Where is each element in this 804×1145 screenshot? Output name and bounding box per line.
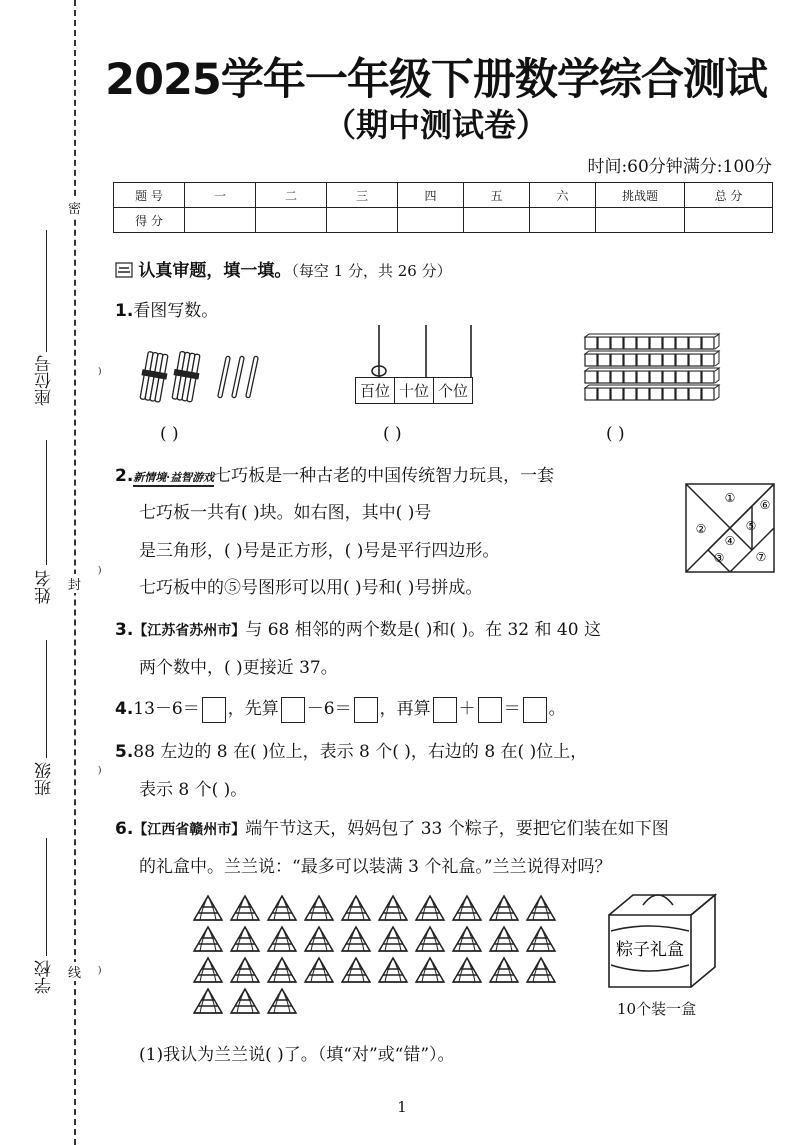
unit-cube xyxy=(598,337,610,349)
tens-blocks-image xyxy=(583,333,723,405)
unit-cube xyxy=(598,354,610,366)
unit-cube xyxy=(702,388,714,400)
seat-field[interactable] xyxy=(46,230,47,352)
score-cell[interactable] xyxy=(596,208,685,233)
place-hundreds: 百位 xyxy=(356,378,395,403)
q2-tag: 新情境·益智游戏 xyxy=(133,469,214,487)
seat-label: 座位号 xyxy=(35,355,55,406)
score-col-challenge: 挑战题 xyxy=(596,183,685,208)
name-label: 姓名 xyxy=(35,570,55,604)
unit-cube xyxy=(585,371,597,383)
unit-cube xyxy=(611,337,623,349)
score-cell[interactable] xyxy=(464,208,530,233)
q5-line1: 5.88 左边的 8 在( )位上，表示 8 个( )，右边的 8 在( )位上， xyxy=(115,742,588,762)
unit-cube xyxy=(624,388,636,400)
tangram-piece-6: ⑥ xyxy=(759,498,771,512)
q4-box-3[interactable] xyxy=(354,697,378,723)
place-ones: 个位 xyxy=(438,382,469,400)
page-subtitle: （期中测试卷） xyxy=(323,106,548,144)
name-field[interactable] xyxy=(46,440,47,565)
unit-cube xyxy=(585,388,597,400)
zongzi-icon xyxy=(416,958,444,982)
score-row-label: 得 分 xyxy=(114,208,185,233)
unit-cube xyxy=(624,354,636,366)
unit-cube xyxy=(676,388,688,400)
unit-cube xyxy=(663,354,675,366)
unit-cube xyxy=(650,354,662,366)
zongzi-icon xyxy=(231,989,259,1013)
score-col-5: 五 xyxy=(464,183,530,208)
zongzi-icon xyxy=(194,958,222,982)
q6-line1: 6.【江西省赣州市】端午节这天，妈妈包了 33 个粽子，要把它们装在如下图 xyxy=(115,819,669,839)
zongzi-icon xyxy=(194,896,222,920)
q1-answer-3[interactable]: ( ) xyxy=(606,424,625,444)
zongzi-icon xyxy=(342,927,370,951)
unit-cube xyxy=(585,337,597,349)
q4-box-6[interactable] xyxy=(523,697,547,723)
zongzi-icon xyxy=(194,989,222,1013)
tangram-piece-2: ② xyxy=(695,522,707,536)
unit-cube xyxy=(624,337,636,349)
zongzi-icon xyxy=(231,958,259,982)
tangram-piece-5: ⑤ xyxy=(745,519,757,533)
zongzi-icon xyxy=(194,927,222,951)
zongzi-icon xyxy=(416,927,444,951)
zongzi-icon xyxy=(453,958,481,982)
zongzi-icon xyxy=(231,896,259,920)
score-col-label: 题 号 xyxy=(114,183,185,208)
zongzi-icon xyxy=(490,958,518,982)
q4-box-1[interactable] xyxy=(202,697,226,723)
unit-cube xyxy=(689,337,701,349)
unit-cube xyxy=(611,354,623,366)
school-field[interactable] xyxy=(46,838,47,956)
q1-answer-1[interactable]: ( ) xyxy=(160,424,179,444)
score-col-1: 一 xyxy=(185,183,256,208)
q4-box-2[interactable] xyxy=(281,697,305,723)
score-header-row xyxy=(114,183,773,208)
unit-cube xyxy=(637,354,649,366)
q2-line2: 七巧板一共有( )块。如右图，其中( )号 xyxy=(139,503,432,523)
school-label: 学校 xyxy=(35,960,55,994)
unit-cube xyxy=(702,371,714,383)
q3-line1: 3.【江苏省苏州市】与 68 相邻的两个数是( )和( )。在 32 和 40 这 xyxy=(115,620,601,640)
unit-cube xyxy=(624,371,636,383)
zongzi-group-image xyxy=(190,890,570,1020)
zongzi-icon xyxy=(379,927,407,951)
tangram-piece-7: ⑦ xyxy=(755,550,767,564)
tangram-piece-1: ① xyxy=(724,491,736,505)
unit-cube xyxy=(611,388,623,400)
unit-cube xyxy=(676,371,688,383)
zongzi-icon xyxy=(453,896,481,920)
unit-cube xyxy=(637,388,649,400)
score-cell[interactable] xyxy=(327,208,398,233)
unit-cube xyxy=(598,388,610,400)
score-col-4: 四 xyxy=(398,183,464,208)
q6-tag: 【江西省赣州市】 xyxy=(133,822,246,838)
gift-box-caption: 10个装一盒 xyxy=(617,1000,697,1018)
score-col-2: 二 xyxy=(256,183,327,208)
zongzi-icon xyxy=(490,896,518,920)
q2-line4: 七巧板中的⑤号图形可以用( )号和( )号拼成。 xyxy=(139,578,483,598)
seal-xian: 线 xyxy=(68,962,81,981)
q5-line2: 表示 8 个( )。 xyxy=(139,780,248,800)
bundled-sticks-image xyxy=(130,350,270,405)
unit-cube xyxy=(676,354,688,366)
zongzi-icon xyxy=(342,896,370,920)
unit-cube xyxy=(676,337,688,349)
zongzi-icon xyxy=(231,927,259,951)
zongzi-icon xyxy=(527,896,555,920)
score-table xyxy=(113,182,773,233)
score-col-3: 三 xyxy=(327,183,398,208)
gift-box-image xyxy=(603,887,721,992)
unit-cube xyxy=(689,354,701,366)
seal-mi: 密 xyxy=(68,198,81,217)
score-col-6: 六 xyxy=(530,183,596,208)
unit-cube xyxy=(663,388,675,400)
q4-box-4[interactable] xyxy=(433,697,457,723)
class-label: 班级 xyxy=(35,762,55,796)
seal-feng: 封 xyxy=(68,574,81,593)
place-tens: 十位 xyxy=(395,378,434,403)
q3-tag: 【江苏省苏州市】 xyxy=(133,623,246,639)
unit-cube xyxy=(585,354,597,366)
time-info: 时间:60分钟满分:100分 xyxy=(587,157,772,177)
class-field[interactable] xyxy=(46,640,47,758)
q1-prompt: 1.看图写数。 xyxy=(115,301,219,321)
zongzi-icon xyxy=(342,958,370,982)
unit-cube xyxy=(598,371,610,383)
page-number: 1 xyxy=(397,1098,407,1116)
gift-box-label: 粽子礼盒 xyxy=(616,940,684,960)
zongzi-icon xyxy=(305,958,333,982)
zongzi-icon xyxy=(305,896,333,920)
q3-line2: 两个数中，( )更接近 37。 xyxy=(139,658,338,678)
unit-cube xyxy=(702,354,714,366)
zongzi-icon xyxy=(268,896,296,920)
section1-heading: 认真审题，填一填。（每空 1 分，共 26 分） xyxy=(115,256,452,281)
unit-cube xyxy=(650,371,662,383)
zongzi-icon xyxy=(268,958,296,982)
unit-cube xyxy=(663,337,675,349)
score-cell[interactable] xyxy=(685,208,773,233)
tangram-piece-4: ④ xyxy=(724,534,736,548)
unit-cube xyxy=(689,371,701,383)
unit-cube xyxy=(637,371,649,383)
q6-line2: 的礼盒中。兰兰说：“最多可以装满 3 个礼盒。”兰兰说得对吗？ xyxy=(139,857,612,877)
section-number-icon xyxy=(115,262,133,278)
score-cell[interactable] xyxy=(398,208,464,233)
score-cell[interactable] xyxy=(256,208,327,233)
unit-cube xyxy=(689,388,701,400)
unit-cube xyxy=(650,337,662,349)
unit-cube xyxy=(611,371,623,383)
score-cell[interactable] xyxy=(530,208,596,233)
zongzi-icon xyxy=(527,927,555,951)
score-cell[interactable] xyxy=(185,208,256,233)
score-col-total: 总 分 xyxy=(685,183,773,208)
zongzi-icon xyxy=(268,989,296,1013)
q6-sub1: (1)我认为兰兰说( )了。（填“对”或“错”）。 xyxy=(139,1045,455,1065)
zongzi-icon xyxy=(527,958,555,982)
tangram-piece-3: ③ xyxy=(713,551,725,565)
q4-line: 4.13－6＝ ，先算 －6＝ ，再算 ＋ ＝ 。 xyxy=(115,694,566,723)
score-value-row xyxy=(114,208,773,233)
q4-box-5[interactable] xyxy=(478,697,502,723)
zongzi-icon xyxy=(379,958,407,982)
tangram-image xyxy=(685,483,775,573)
zongzi-icon xyxy=(453,927,481,951)
unit-cube xyxy=(702,337,714,349)
abacus-place-labels xyxy=(355,377,473,404)
unit-cube xyxy=(637,337,649,349)
zongzi-icon xyxy=(379,896,407,920)
q1-answer-2[interactable]: ( ) xyxy=(383,424,402,444)
zongzi-icon xyxy=(268,927,296,951)
zongzi-icon xyxy=(490,927,518,951)
unit-cube xyxy=(650,388,662,400)
zongzi-icon xyxy=(305,927,333,951)
zongzi-icon xyxy=(416,896,444,920)
unit-cube xyxy=(663,371,675,383)
q2-line1: 2.新情境·益智游戏七巧板是一种古老的中国传统智力玩具，一套 xyxy=(115,466,555,486)
page-title: 2025学年一年级下册数学综合测试 xyxy=(105,55,767,105)
q2-line3: 是三角形，( )号是正方形，( )号是平行四边形。 xyxy=(139,541,500,561)
